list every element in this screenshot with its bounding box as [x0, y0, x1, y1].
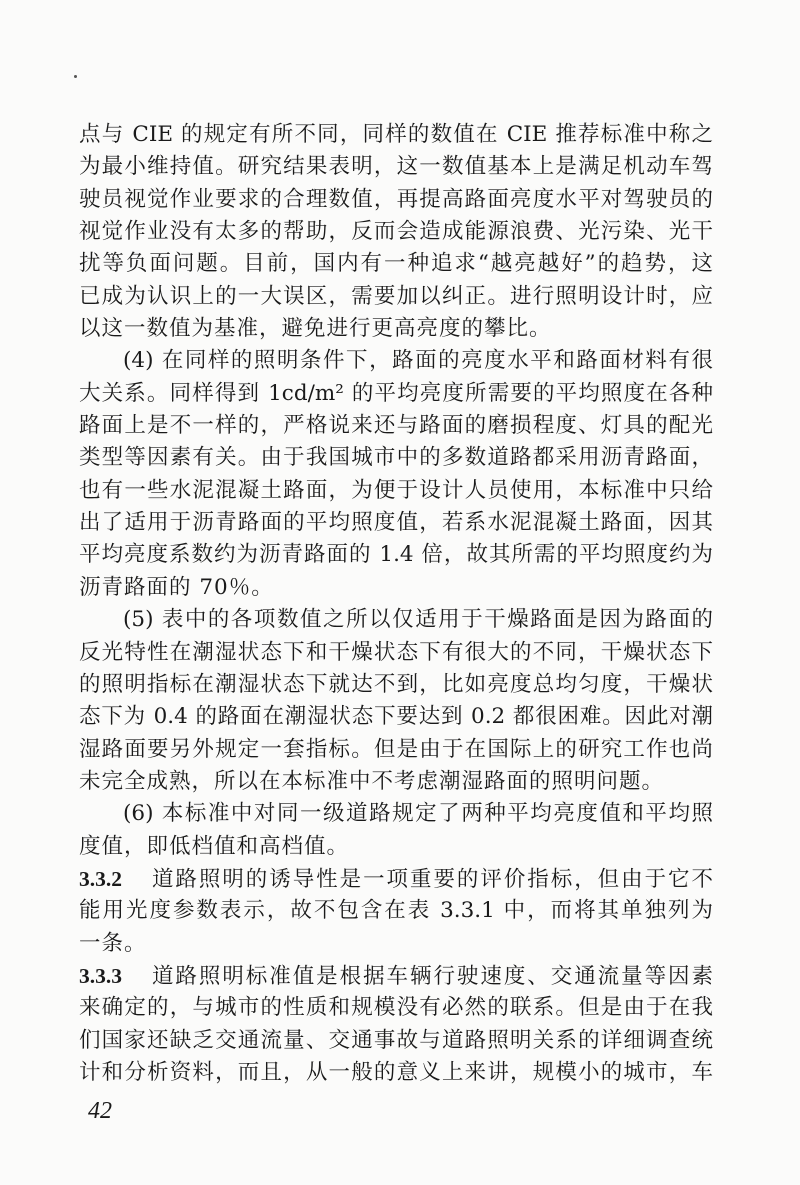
text-line [79, 313, 713, 345]
text-line [79, 831, 713, 863]
line-text: 类型等因素有关。由于我国城市中的多数道路都采用沥青路面， [79, 445, 713, 471]
text-line [79, 475, 713, 507]
line-text: 点与 CIE 的规定有所不同，同样的数值在 CIE 推荐标准中称之 [79, 122, 713, 147]
line-text: 未完全成熟，所以在本标准中不考虑潮湿路面的照明问题。 [79, 768, 665, 794]
text-line [79, 863, 713, 895]
line-text: 已成为认识上的一大误区，需要加以纠正。进行照明设计时，应 [79, 283, 713, 309]
section-number: 3.3.2 [79, 866, 122, 891]
text-line [79, 184, 713, 216]
section-paragraph-3-3-3 [79, 960, 713, 1089]
line-text: 们国家还缺乏交通流量、交通事故与道路照明关系的详细调查统 [79, 1027, 713, 1053]
page-number: 42 [88, 1098, 112, 1124]
paragraph [79, 119, 713, 345]
line-text: 扰等负面问题。目前，国内有一种追求“越亮越好”的趋势，这 [79, 251, 713, 277]
text-line [79, 216, 713, 248]
section-paragraph-3-3-2 [79, 863, 713, 960]
line-text: 为最小维持值。研究结果表明，这一数值基本上是满足机动车驾 [79, 154, 713, 180]
text-line [79, 410, 713, 442]
text-line [79, 507, 713, 539]
text-line [79, 669, 713, 701]
text-line [79, 798, 713, 830]
text-line [79, 1057, 713, 1089]
text-line [79, 928, 713, 960]
text-line [79, 895, 713, 927]
text-line [79, 248, 713, 280]
text-line [79, 701, 713, 733]
paragraph [79, 798, 713, 863]
line-text: 来确定的，与城市的性质和规模没有必然的联系。但是由于在我 [79, 995, 713, 1021]
line-text: 的照明指标在潮湿状态下就达不到，比如亮度总均匀度，干燥状 [79, 671, 713, 697]
section-number: 3.3.3 [79, 963, 122, 988]
text-line [79, 1025, 713, 1057]
line-text: 也有一些水泥混凝土路面，为便于设计人员使用，本标准中只给 [79, 477, 713, 503]
line-text: 道路照明标准值是根据车辆行驶速度、交通流量等因素 [150, 963, 713, 989]
text-line [79, 539, 713, 571]
text-line [79, 992, 713, 1024]
line-text: 态下为 0.4 的路面在潮湿状态下要达到 0.2 都很困难。因此对潮 [79, 704, 713, 730]
text-line [79, 345, 713, 377]
scan-speck [74, 75, 77, 78]
line-text: 湿路面要另外规定一套指标。但是由于在国际上的研究工作也尚 [79, 736, 713, 762]
text-line [79, 734, 713, 766]
text-line [79, 766, 713, 798]
line-text: 度值，即低档值和高档值。 [79, 833, 350, 859]
text-line [79, 151, 713, 183]
text-line [79, 119, 713, 151]
line-text: 出了适用于沥青路面的平均照度值，若系水泥混凝土路面，因其 [79, 510, 713, 536]
text-line [79, 637, 713, 669]
text-line [79, 572, 713, 604]
line-text: (6) 本标准中对同一级道路规定了两种平均亮度值和平均照 [123, 801, 713, 827]
body-text [79, 119, 713, 1089]
line-text: 能用光度参数表示，故不包含在表 3.3.1 中，而将其单独列为 [79, 898, 713, 924]
line-text: 视觉作业没有太多的帮助，反而会造成能源浪费、光污染、光干 [79, 219, 713, 245]
line-text: 一条。 [79, 930, 147, 956]
line-text: 路面上是不一样的，严格说来还与路面的磨损程度、灯具的配光 [79, 413, 713, 439]
text-line [79, 960, 713, 992]
line-text: (5) 表中的各项数值之所以仅适用于干燥路面是因为路面的 [123, 607, 713, 633]
line-text: 计和分析资料，而且，从一般的意义上来讲，规模小的城市，车 [79, 1059, 713, 1085]
line-text: 沥青路面的 70％。 [79, 574, 274, 600]
text-line [79, 604, 713, 636]
line-text: 驶员视觉作业要求的合理数值，再提高路面亮度水平对驾驶员的 [79, 186, 713, 212]
text-line [79, 378, 713, 410]
line-text: 平均亮度系数约为沥青路面的 1.4 倍，故其所需的平均照度约为 [79, 542, 713, 568]
line-text: 大关系。同样得到 1cd/m² 的平均亮度所需要的平均照度在各种 [79, 380, 713, 406]
paragraph [79, 604, 713, 798]
line-text: 道路照明的诱导性是一项重要的评价指标，但由于它不 [150, 866, 713, 892]
line-text: 反光特性在潮湿状态下和干燥状态下有很大的不同，干燥状态下 [79, 639, 713, 665]
line-text: (4) 在同样的照明条件下，路面的亮度水平和路面材料有很 [123, 348, 713, 374]
text-line [79, 442, 713, 474]
line-text: 以这一数值为基准，避免进行更高亮度的攀比。 [79, 316, 552, 342]
paragraph [79, 345, 713, 604]
text-line [79, 281, 713, 313]
